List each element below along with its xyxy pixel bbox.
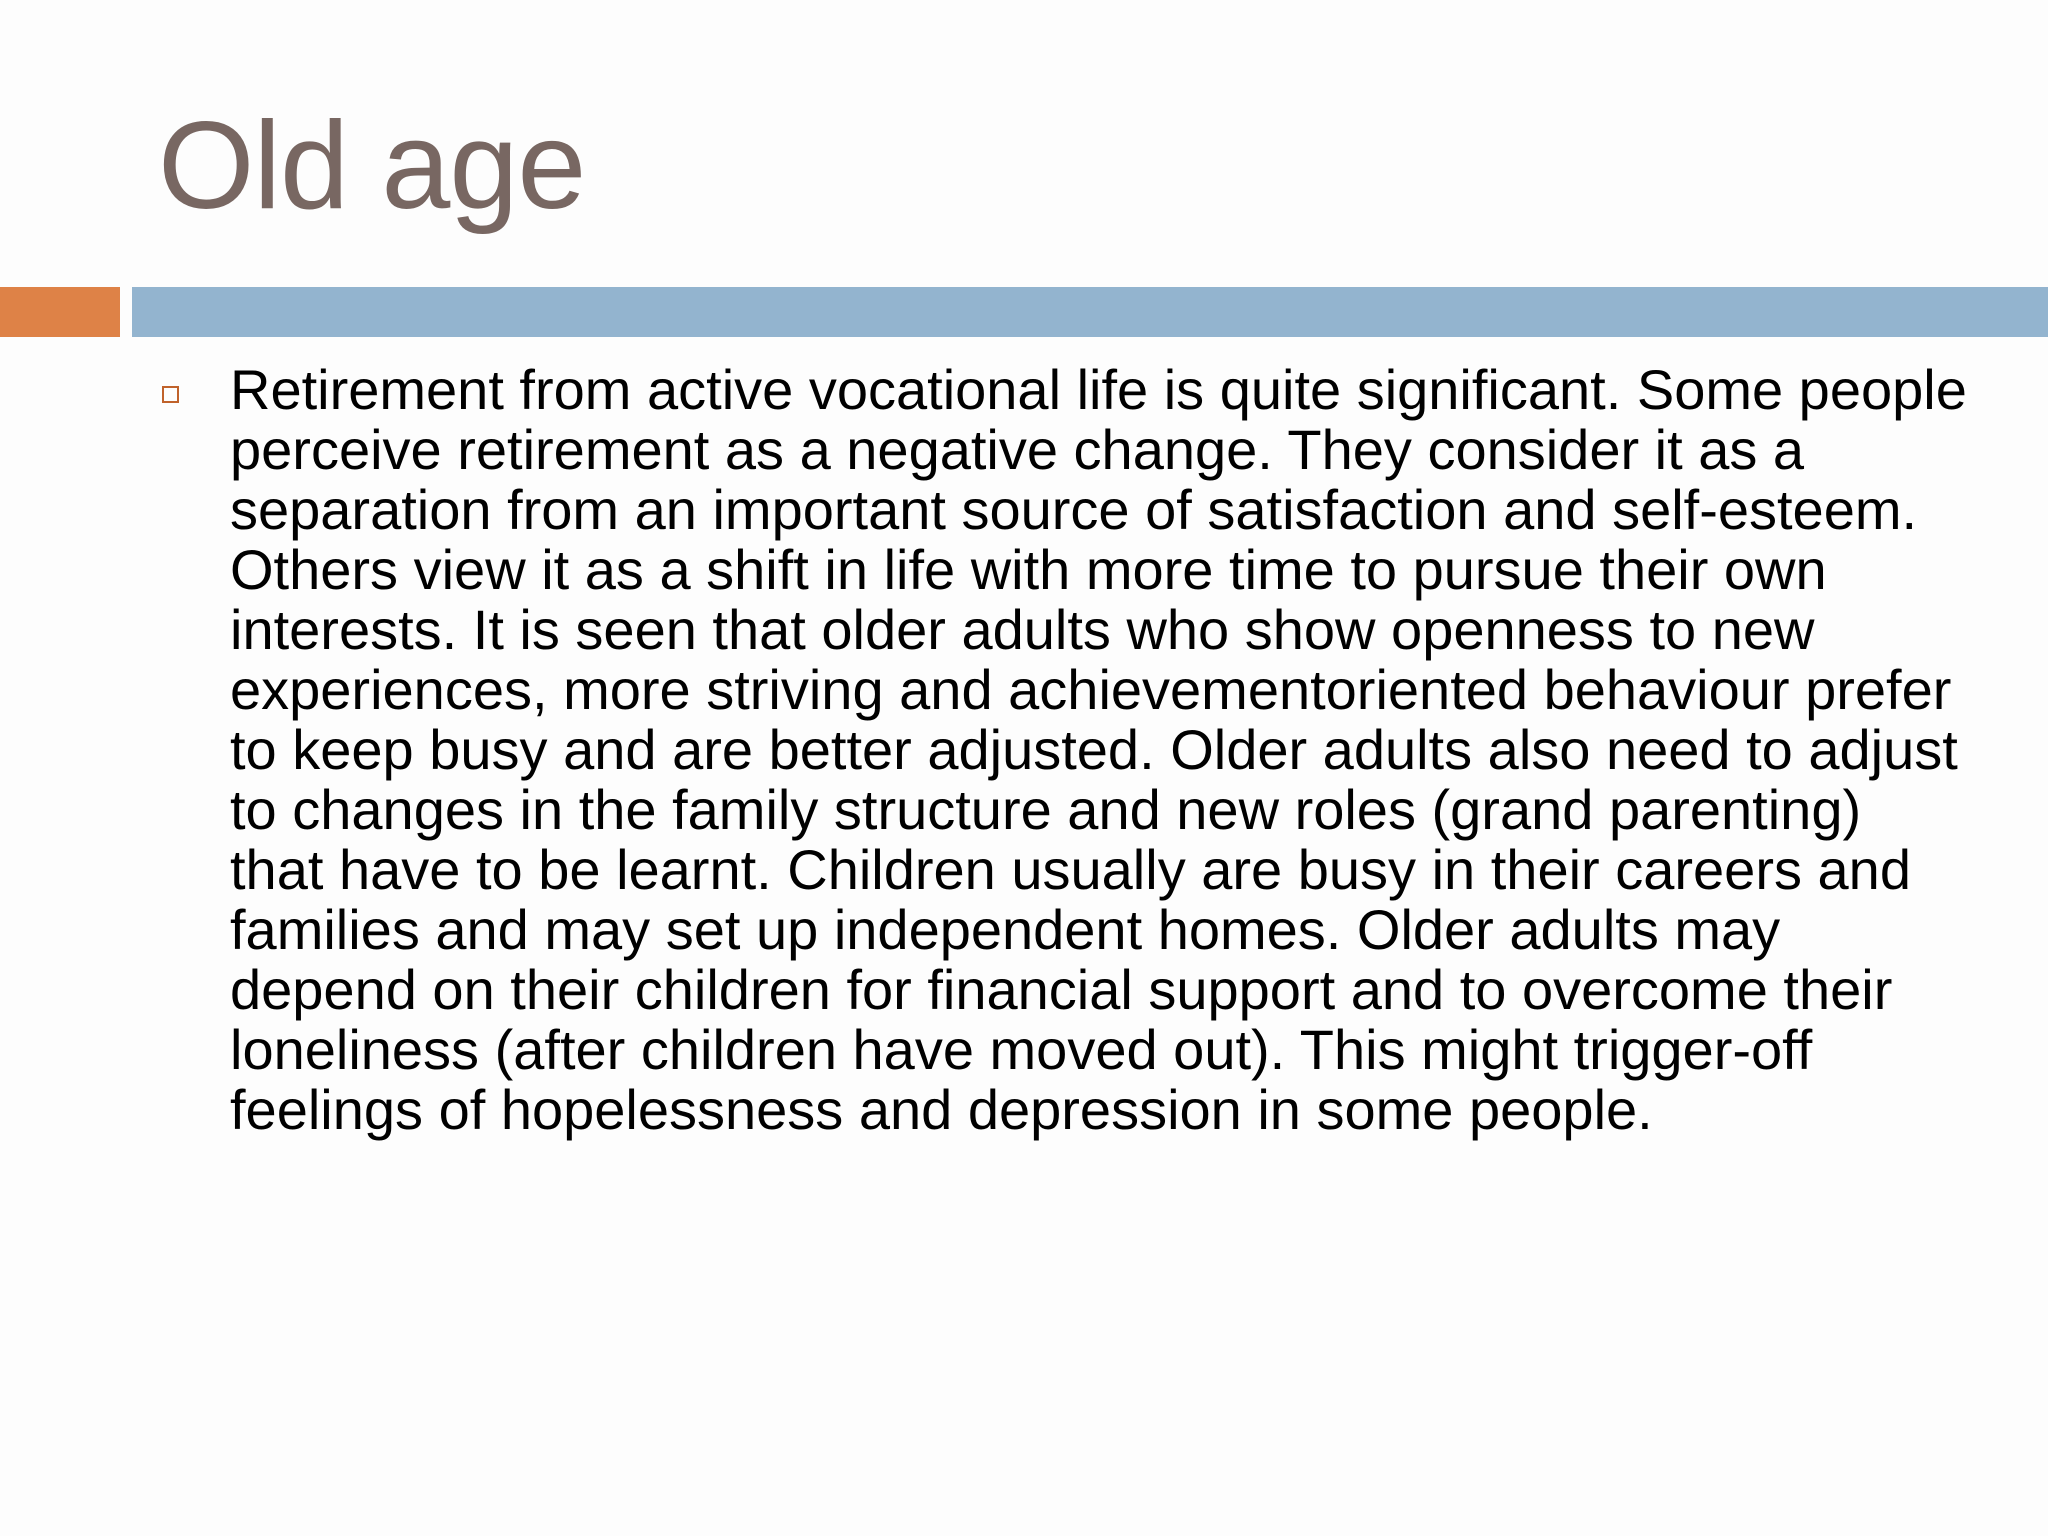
list-item: [158, 358, 1967, 1141]
bullet-list: [158, 358, 1967, 1141]
hollow-square-bullet-icon: [162, 386, 179, 403]
accent-bar: [0, 287, 120, 337]
header-divider-bar: [132, 287, 2048, 337]
slide-title: Old age: [158, 97, 586, 235]
bullet-text: Retirement from active vocational life is quite significant. Some people perceive retirement as a negative change. They consider it as a separation from an important source of satisfaction and self-esteem. Others view it as a shift in life with more time to pursue their own interests. It is seen that older adults who show openness to new experiences, more striving and achievementoriented behaviour prefer to keep busy and are better adjusted. Older adults also need to adjust to changes in the family structure and new roles (grand parenting) that have to be learnt. Children usually are busy in their careers and families and may set up independent homes. Older adults may depend on their children for financial support and to overcome their loneliness (after children have moved out). This might trigger-off feelings of hopelessness and depression in some people.: [230, 358, 1967, 1141]
